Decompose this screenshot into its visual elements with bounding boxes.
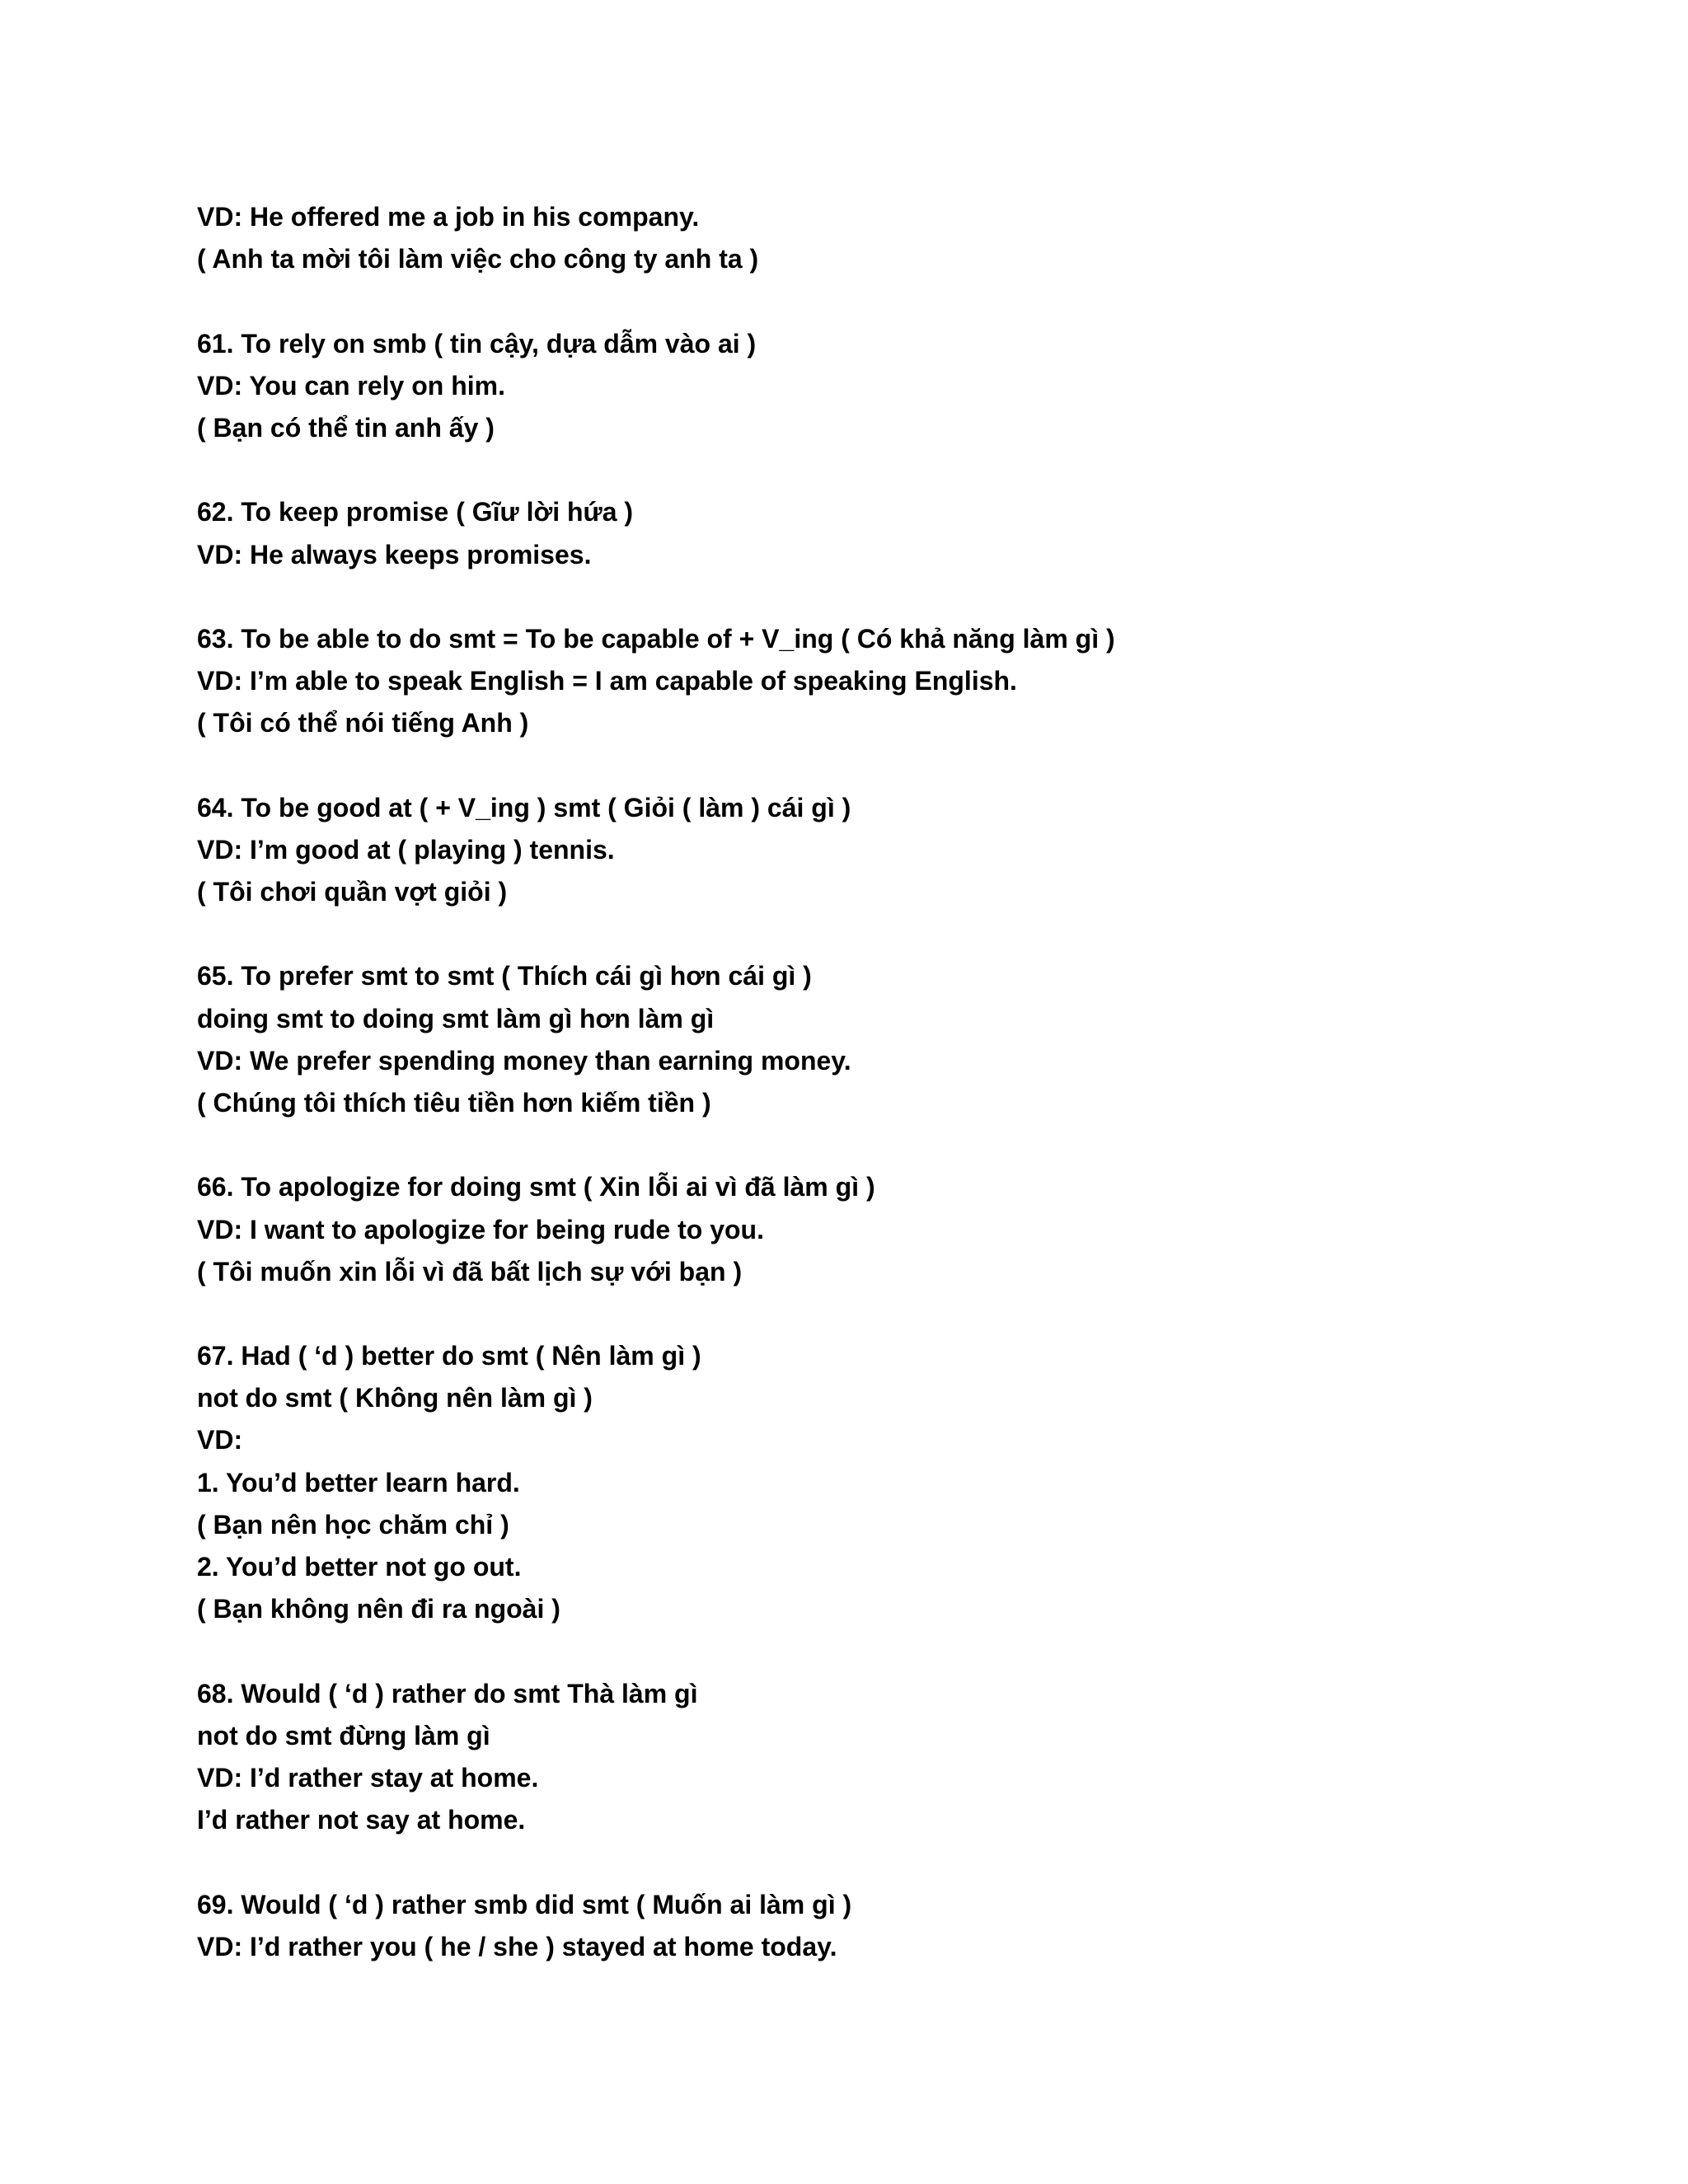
translation-line: ( Bạn nên học chăm chỉ ) — [197, 1509, 509, 1540]
example-line: VD: He offered me a job in his company. — [197, 202, 700, 232]
blank-line — [197, 913, 1598, 955]
blank-line — [197, 280, 1598, 322]
translation-line: ( Tôi có thể nói tiếng Anh ) — [197, 708, 529, 738]
example-line: VD: I’d rather you ( he / she ) stayed at home today. — [197, 1931, 837, 1961]
translation-line: ( Chúng tôi thích tiêu tiền hơn kiếm tiền ) — [197, 1087, 711, 1118]
example-line: 2. You’d better not go out. — [197, 1552, 522, 1582]
blank-line — [197, 1630, 1598, 1672]
example-line: VD: You can rely on him. — [197, 370, 505, 401]
example-label: VD: — [197, 1425, 243, 1455]
item-heading-64: 64. To be good at ( + V_ing ) smt ( Giỏi ( làm ) cái gì ) — [197, 792, 851, 823]
example-line: VD: I want to apologize for being rude to you. — [197, 1214, 764, 1244]
blank-line — [197, 744, 1598, 786]
definition-line: doing smt to doing smt làm gì hơn làm gì — [197, 1003, 715, 1033]
document-body — [197, 196, 1598, 1968]
blank-line — [197, 449, 1598, 491]
example-line: VD: I’m good at ( playing ) tennis. — [197, 834, 615, 865]
example-line: VD: I’d rather stay at home. — [197, 1762, 539, 1793]
item-heading-68: 68. Would ( ‘d ) rather do smt Thà làm gì — [197, 1678, 698, 1708]
translation-line: ( Tôi muốn xin lỗi vì đã bất lịch sự với bạn ) — [197, 1256, 743, 1286]
item-heading-63: 63. To be able to do smt = To be capable of + V_ing ( Có khả năng làm gì ) — [197, 623, 1115, 654]
blank-line — [197, 1293, 1598, 1335]
blank-line — [197, 1841, 1598, 1883]
item-heading-67: 67. Had ( ‘d ) better do smt ( Nên làm gì ) — [197, 1341, 701, 1371]
definition-line: not do smt ( Không nên làm gì ) — [197, 1383, 593, 1413]
blank-line — [197, 576, 1598, 618]
definition-line: not do smt đừng làm gì — [197, 1720, 490, 1750]
translation-line: ( Anh ta mời tôi làm việc cho công ty anh ta ) — [197, 244, 759, 274]
example-line: 1. You’d better learn hard. — [197, 1467, 520, 1497]
blank-line — [197, 1124, 1598, 1166]
example-line: VD: We prefer spending money than earning money. — [197, 1045, 851, 1076]
example-line: VD: I’m able to speak English = I am capable of speaking English. — [197, 666, 1017, 696]
item-heading-69: 69. Would ( ‘d ) rather smb did smt ( Muốn ai làm gì ) — [197, 1889, 852, 1919]
item-heading-66: 66. To apologize for doing smt ( Xin lỗi ai vì đã làm gì ) — [197, 1172, 875, 1202]
item-heading-61: 61. To rely on smb ( tin cậy, dựa dẫm vào ai ) — [197, 328, 757, 359]
translation-line: ( Bạn không nên đi ra ngoài ) — [197, 1594, 560, 1624]
example-line: VD: He always keeps promises. — [197, 539, 592, 569]
item-heading-65: 65. To prefer smt to smt ( Thích cái gì hơn cái gì ) — [197, 961, 812, 991]
item-heading-62: 62. To keep promise ( Gĩư lời hứa ) — [197, 497, 634, 527]
translation-line: ( Tôi chơi quần vợt giỏi ) — [197, 877, 508, 907]
example-line: I’d rather not say at home. — [197, 1805, 526, 1835]
translation-line: ( Bạn có thể tin anh ấy ) — [197, 412, 495, 443]
